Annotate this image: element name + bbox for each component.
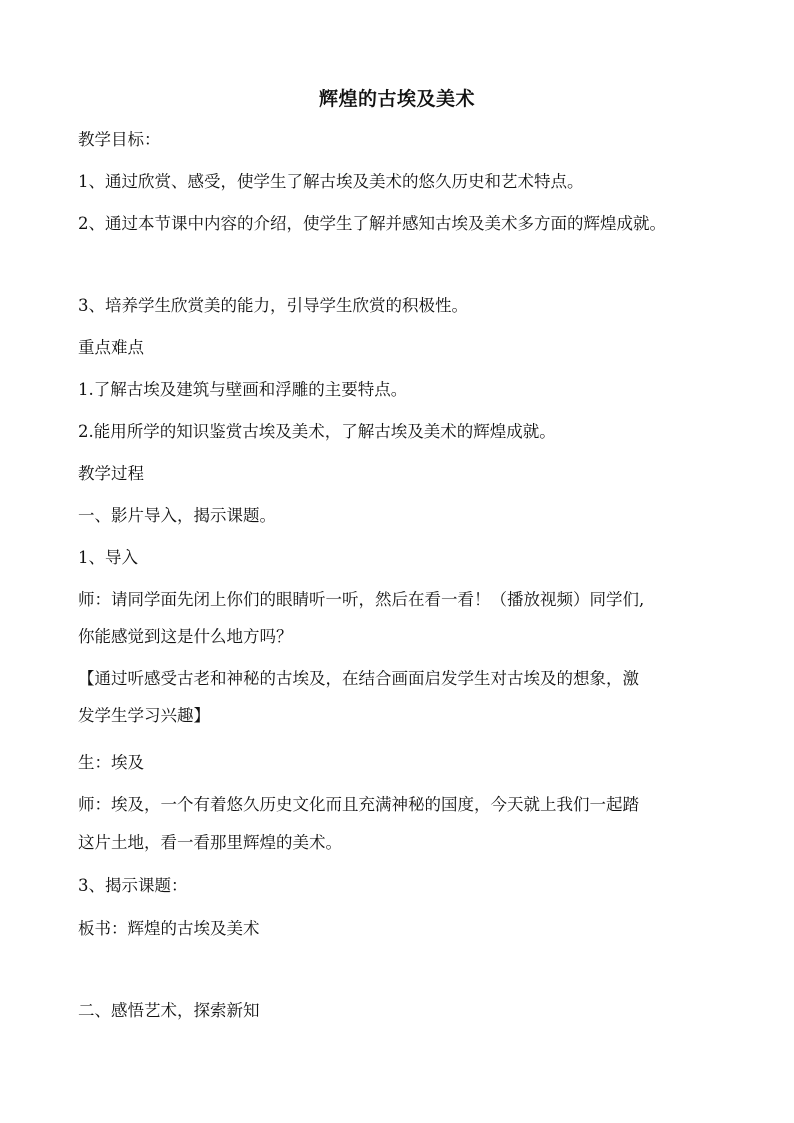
board-writing: 板书：辉煌的古埃及美术: [78, 919, 260, 938]
document-title: 辉煌的古埃及美术: [318, 88, 475, 110]
section-1-heading: 一、影片导入，揭示课题。: [78, 506, 276, 525]
teacher-line-2b: 这片土地，看一看那里辉煌的美术。: [78, 833, 342, 852]
teacher-line-2a: 师：埃及，一个有着悠久历史文化而且充满神秘的国度，今天就上我们一起踏: [78, 795, 639, 814]
objective-1: 1、通过欣赏、感受，使学生了解古埃及美术的悠久历史和艺术特点。: [78, 172, 584, 191]
student-line: 生：埃及: [78, 753, 144, 772]
section-2-heading: 二、感悟艺术，探索新知: [78, 1001, 260, 1020]
step-3: 3、揭示课题：: [78, 876, 188, 895]
key-points-heading: 重点难点: [78, 338, 144, 357]
teacher-line-1b: 你能感觉到这是什么地方吗？: [78, 627, 293, 646]
step-1: 1、导入: [78, 548, 138, 567]
process-heading: 教学过程: [78, 464, 144, 483]
objectives-heading: 教学目标：: [78, 130, 161, 149]
note-line-a: 【通过听感受古老和神秘的古埃及，在结合画面启发学生对古埃及的想象，激: [78, 669, 639, 688]
objective-2: 2、通过本节课中内容的介绍，使学生了解并感知古埃及美术多方面的辉煌成就。: [78, 214, 666, 233]
key-point-2: 2.能用所学的知识鉴赏古埃及美术，了解古埃及美术的辉煌成就。: [78, 422, 556, 441]
teacher-line-1a: 师：请同学面先闭上你们的眼睛听一听，然后在看一看！（播放视频）同学们,: [78, 590, 645, 609]
note-line-b: 发学生学习兴趣】: [78, 706, 210, 725]
key-point-1: 1.了解古埃及建筑与壁画和浮雕的主要特点。: [78, 380, 408, 399]
objective-3: 3、培养学生欣赏美的能力，引导学生欣赏的积极性。: [78, 296, 468, 315]
